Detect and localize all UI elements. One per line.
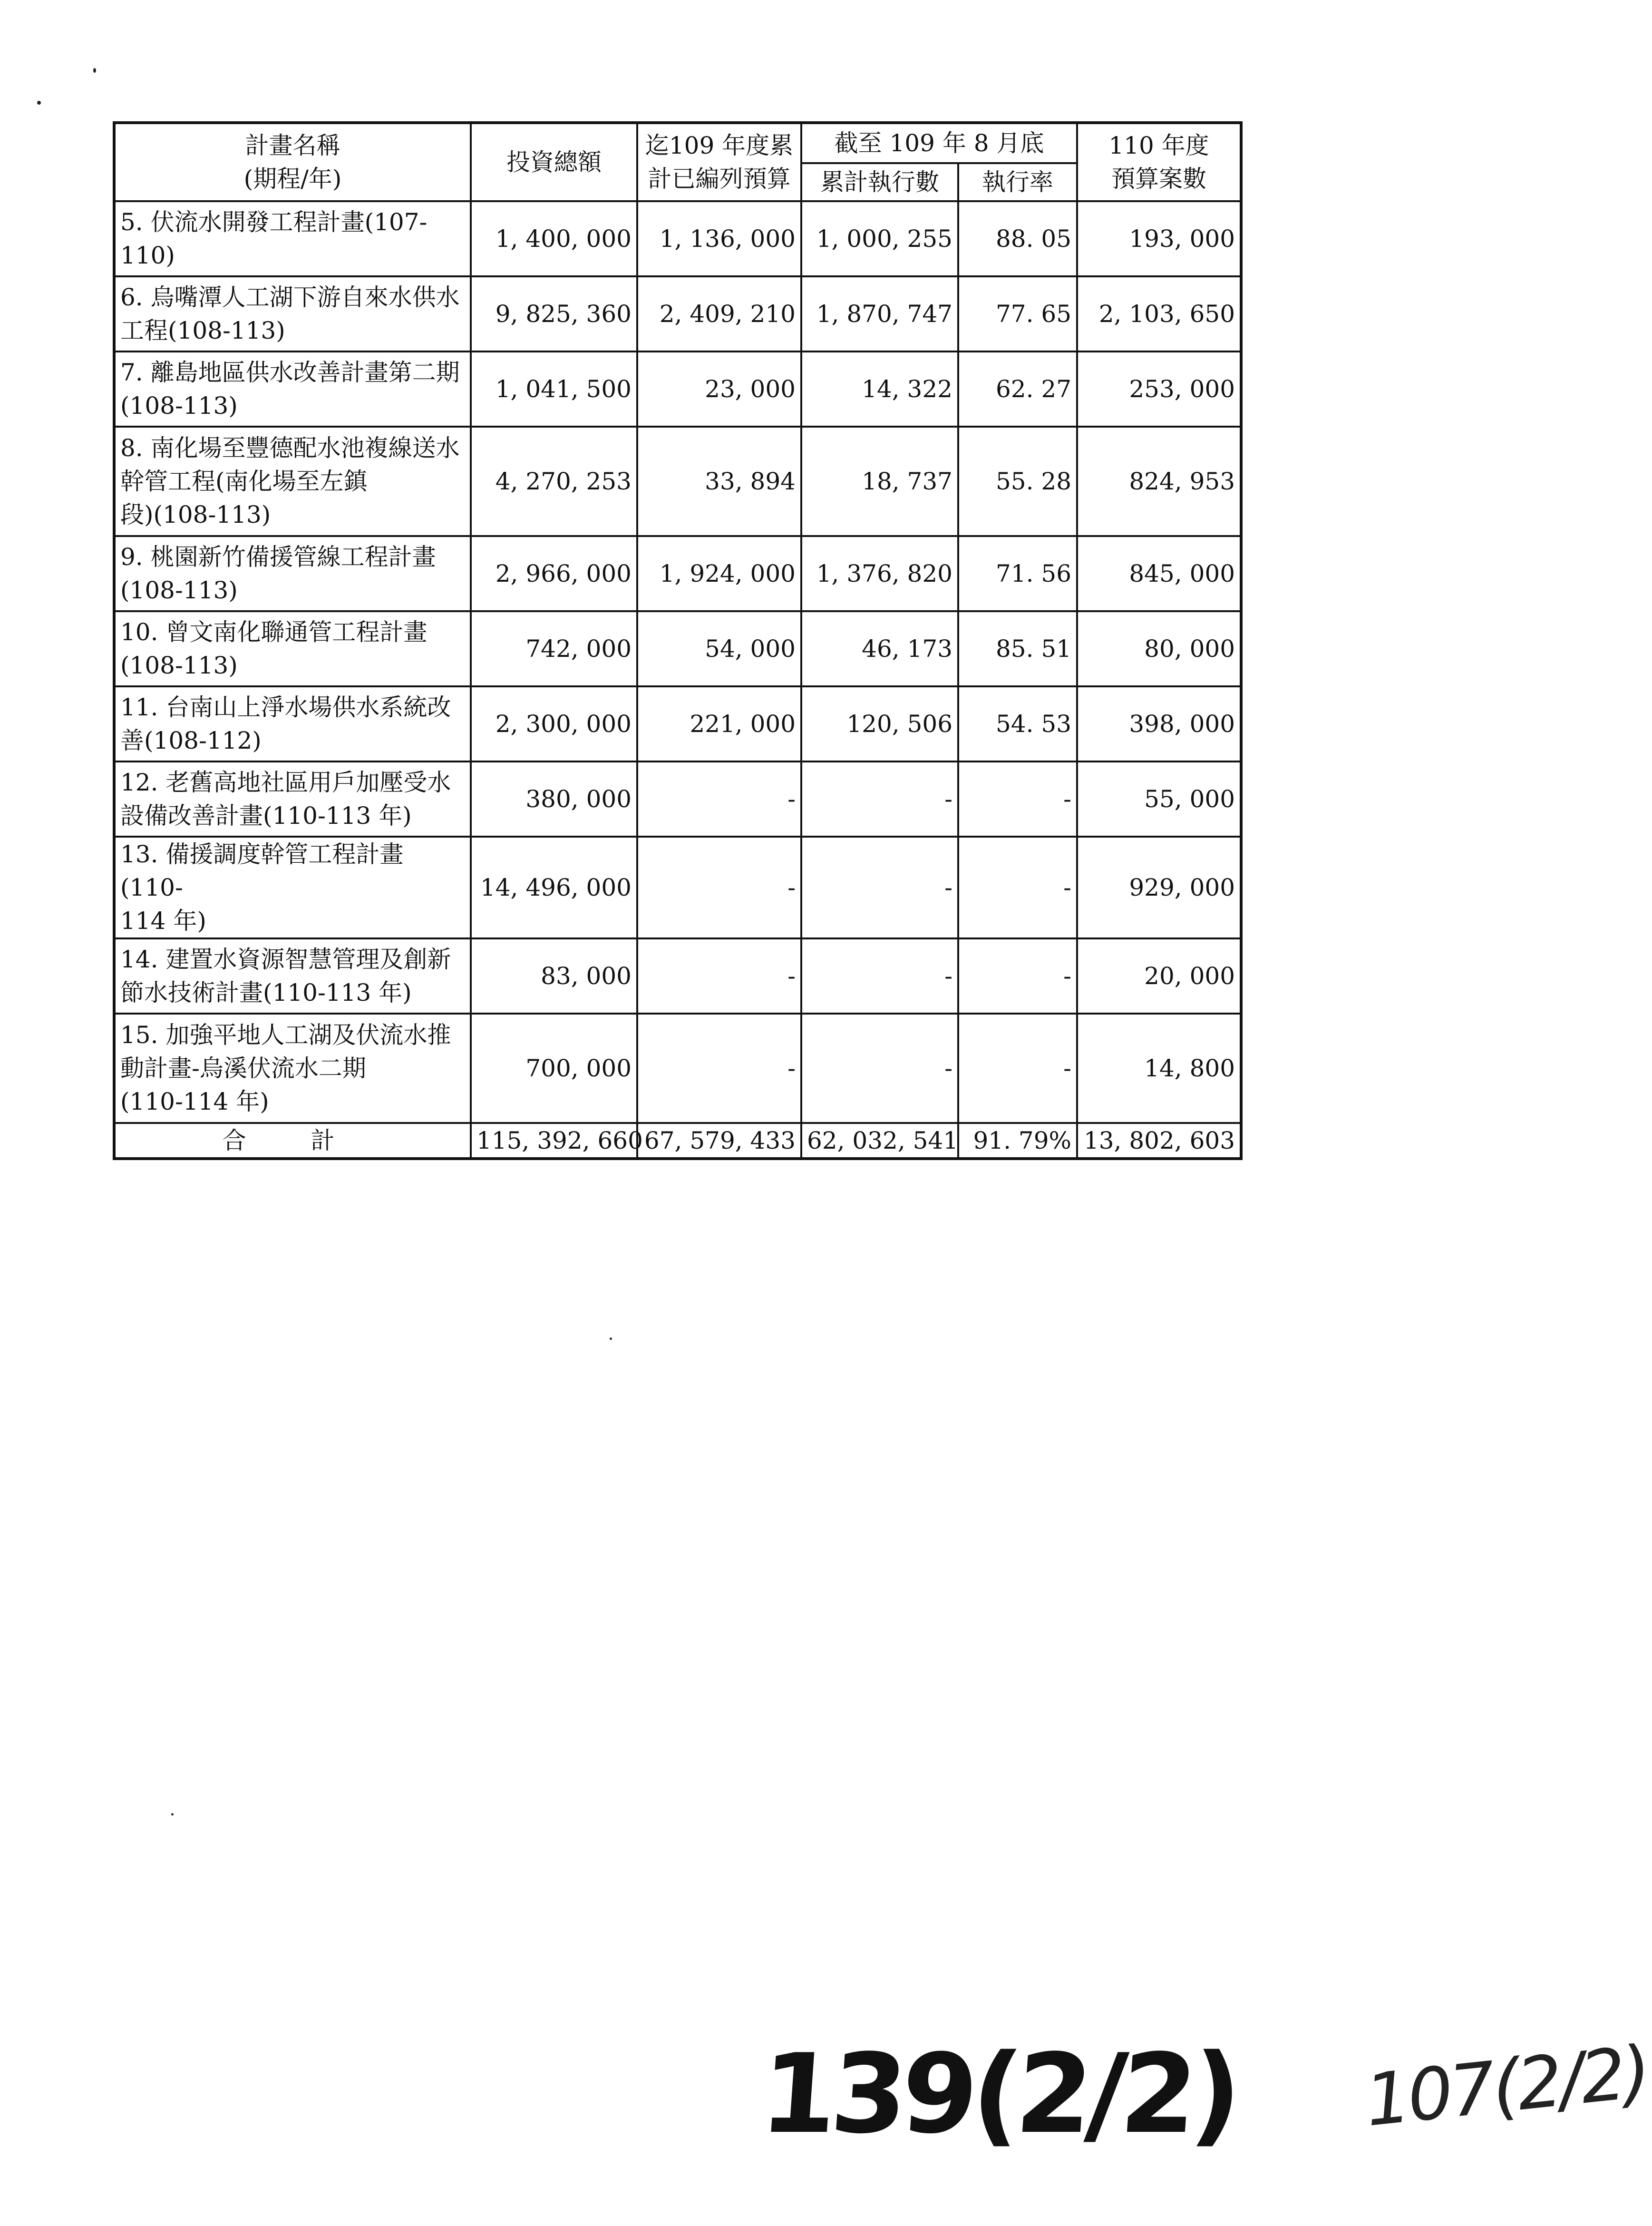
cumulative-executed-cell: 1, 376, 820 [801,536,958,611]
total-investment-cell: 380, 000 [471,762,637,837]
table-row [114,762,1241,837]
budget-110-cell: 929, 000 [1077,837,1241,938]
header-cumulative-budget-line2: 計已編列預算 [648,165,791,193]
total-label: 合 計 [114,1123,471,1159]
execution-rate-cell: 77. 65 [958,276,1077,351]
cumulative-budget-cell: 54, 000 [637,611,801,686]
total-investment-cell: 2, 300, 000 [471,686,637,762]
budget-110-cell: 2, 103, 650 [1077,276,1241,351]
table-row [114,351,1241,427]
cumulative-executed-cell: - [801,938,958,1014]
project-name-cell: 6. 烏嘴潭人工湖下游自來水供水 工程(108-113) [114,276,471,351]
total-investment-sum: 115, 392, 660 [471,1123,637,1159]
header-execution-group: 截至 109 年 8 月底 [801,123,1077,163]
budget-110-cell: 20, 000 [1077,938,1241,1014]
table-row [114,611,1241,686]
project-name-cell: 10. 曾文南化聯通管工程計畫 (108-113) [114,611,471,686]
cumulative-budget-cell: - [637,1014,801,1123]
cumulative-executed-cell: 120, 506 [801,686,958,762]
project-name-cell: 14. 建置水資源智慧管理及創新 節水技術計畫(110-113 年) [114,938,471,1014]
budget-110-cell: 55, 000 [1077,762,1241,837]
total-investment-cell: 700, 000 [471,1014,637,1123]
header-110-budget-line2: 預算案數 [1111,165,1207,193]
total-investment-cell: 4, 270, 253 [471,427,637,536]
total-investment-cell: 1, 041, 500 [471,351,637,427]
cumulative-budget-cell: 1, 136, 000 [637,201,801,276]
budget-table [113,121,1243,1160]
project-name-cell: 11. 台南山上淨水場供水系統改 善(108-112) [114,686,471,762]
budget-110-sum: 13, 802, 603 [1077,1123,1241,1159]
cumulative-budget-cell: 33, 894 [637,427,801,536]
cumulative-budget-cell: - [637,762,801,837]
execution-rate-cell: 54. 53 [958,686,1077,762]
header-execution-rate: 執行率 [958,163,1077,201]
total-row [114,1123,1241,1159]
cumulative-executed-cell: 46, 173 [801,611,958,686]
project-name-cell: 12. 老舊高地社區用戶加壓受水 設備改善計畫(110-113 年) [114,762,471,837]
scan-speck [37,101,41,105]
handwritten-page-number: 139(2/2) [756,2031,1240,2158]
table-row [114,427,1241,536]
header-cumulative-budget [637,123,801,201]
table-row [114,1014,1241,1123]
header-project-name-line1: 計畫名稱 [245,132,340,159]
cumulative-budget-cell: - [637,938,801,1014]
execution-rate-cell: 62. 27 [958,351,1077,427]
budget-110-cell: 845, 000 [1077,536,1241,611]
total-investment-cell: 14, 496, 000 [471,837,637,938]
table-row [114,276,1241,351]
budget-110-cell: 253, 000 [1077,351,1241,427]
execution-rate-cell: 88. 05 [958,201,1077,276]
scan-speck [93,68,96,73]
project-name-cell: 8. 南化場至豐德配水池複線送水 幹管工程(南化場至左鎮 段)(108-113) [114,427,471,536]
header-total-investment: 投資總額 [471,123,637,201]
cumulative-budget-cell: 221, 000 [637,686,801,762]
cumulative-budget-cell: 23, 000 [637,351,801,427]
execution-rate-cell: 55. 28 [958,427,1077,536]
header-cumulative-executed: 累計執行數 [801,163,958,201]
cumulative-executed-sum: 62, 032, 541 [801,1123,958,1159]
project-name-cell: 9. 桃園新竹備援管線工程計畫 (108-113) [114,536,471,611]
total-investment-cell: 9, 825, 360 [471,276,637,351]
table-row [114,201,1241,276]
total-investment-cell: 742, 000 [471,611,637,686]
cumulative-budget-cell: 2, 409, 210 [637,276,801,351]
execution-rate-cell: - [958,938,1077,1014]
execution-rate-cell: 85. 51 [958,611,1077,686]
budget-110-cell: 14, 800 [1077,1014,1241,1123]
execution-rate-cell: - [958,837,1077,938]
budget-110-cell: 193, 000 [1077,201,1241,276]
execution-rate-cell: - [958,1014,1077,1123]
execution-rate-cell: 71. 56 [958,536,1077,611]
table-row [114,938,1241,1014]
total-investment-cell: 1, 400, 000 [471,201,637,276]
handwritten-side-number: 107(2/2) [1361,2031,1652,2143]
cumulative-budget-cell: - [637,837,801,938]
project-name-cell: 13. 備援調度幹管工程計畫(110- 114 年) [114,837,471,938]
header-project-name [114,123,471,201]
project-name-cell: 15. 加強平地人工湖及伏流水推 動計畫-烏溪伏流水二期 (110-114 年) [114,1014,471,1123]
scan-speck [171,1813,174,1816]
header-cumulative-budget-line1: 迄109 年度累 [645,132,794,159]
budget-110-cell: 824, 953 [1077,427,1241,536]
table-row [114,536,1241,611]
budget-110-cell: 398, 000 [1077,686,1241,762]
project-name-cell: 5. 伏流水開發工程計畫(107- 110) [114,201,471,276]
header-110-budget [1077,123,1241,201]
budget-110-cell: 80, 000 [1077,611,1241,686]
header-project-name-line2: (期程/年) [243,165,342,193]
cumulative-executed-cell: 14, 322 [801,351,958,427]
cumulative-executed-cell: 1, 000, 255 [801,201,958,276]
cumulative-executed-cell: - [801,837,958,938]
cumulative-executed-cell: - [801,1014,958,1123]
total-investment-cell: 83, 000 [471,938,637,1014]
cumulative-executed-cell: - [801,762,958,837]
execution-rate-cell: - [958,762,1077,837]
total-investment-cell: 2, 966, 000 [471,536,637,611]
project-name-cell: 7. 離島地區供水改善計畫第二期 (108-113) [114,351,471,427]
scan-speck [610,1338,612,1340]
table-row [114,686,1241,762]
cumulative-budget-sum: 67, 579, 433 [637,1123,801,1159]
cumulative-budget-cell: 1, 924, 000 [637,536,801,611]
table-row [114,837,1241,938]
cumulative-executed-cell: 18, 737 [801,427,958,536]
header-110-budget-line1: 110 年度 [1108,132,1209,159]
cumulative-executed-cell: 1, 870, 747 [801,276,958,351]
execution-rate-total: 91. 79% [958,1123,1077,1159]
